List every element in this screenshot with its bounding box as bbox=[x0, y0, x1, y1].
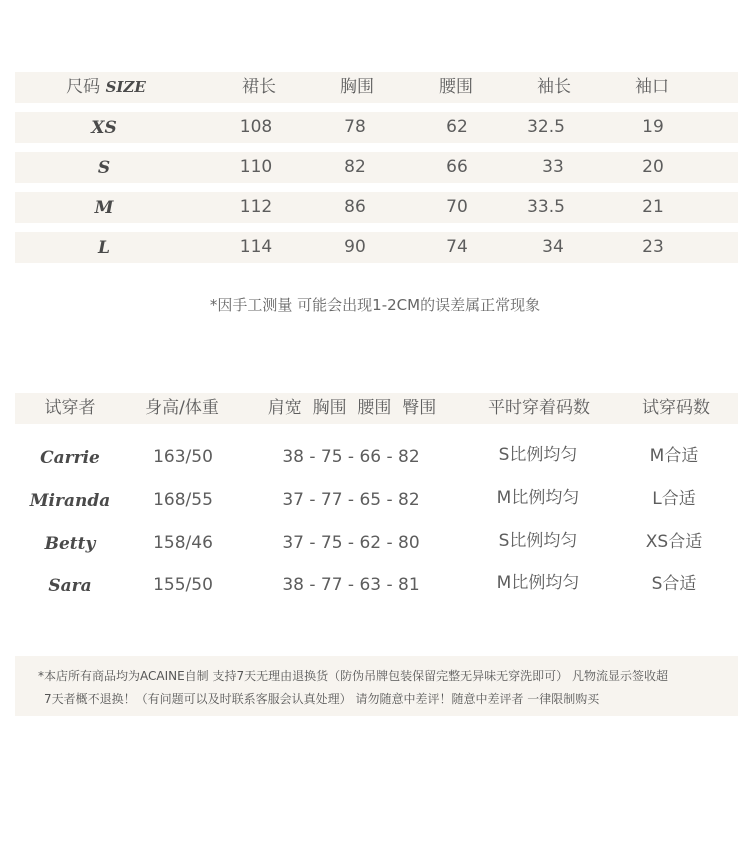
sleeve-length-value: 33 bbox=[542, 157, 564, 177]
usual-size-value: M比例均匀 bbox=[496, 488, 580, 508]
measurements-value: 37 - 75 - 62 - 80 bbox=[282, 533, 420, 553]
usual-size-value: S比例均匀 bbox=[498, 445, 578, 465]
size-label: M bbox=[94, 198, 114, 218]
skirt-length-header: 裙长 bbox=[242, 77, 276, 97]
height-weight-value: 163/50 bbox=[153, 447, 213, 467]
sleeve-length-header: 袖长 bbox=[537, 77, 571, 97]
notice-line-1: *本店所有商品均为ACAINE自制 支持7天无理由退换货（防伪吊牌包装保留完整无异味无穿洗即可） 凡物流显示签收超 bbox=[38, 669, 668, 683]
tester-name: Sara bbox=[48, 576, 92, 596]
height-weight-header: 身高/体重 bbox=[145, 398, 219, 418]
tester-name: Miranda bbox=[29, 491, 111, 511]
height-weight-value: 158/46 bbox=[153, 533, 213, 553]
sleeve-length-value: 34 bbox=[542, 237, 564, 257]
size-row bbox=[15, 192, 738, 223]
size-label: S bbox=[97, 158, 111, 178]
skirt-length-value: 114 bbox=[239, 237, 273, 257]
cuff-value: 19 bbox=[642, 117, 664, 137]
waist-header: 腰围 bbox=[439, 77, 473, 97]
size-header-cn: 尺码 bbox=[66, 77, 101, 97]
notice-line-2: 7天者概不退换！（有问题可以及时联系客服会认真处理） 请勿随意中差评！随意中差评者 一律限制购买 bbox=[44, 692, 600, 706]
size-header bbox=[66, 79, 146, 96]
usual-size-header: 平时穿着码数 bbox=[488, 398, 590, 418]
waist-value: 74 bbox=[446, 237, 468, 257]
waist-value: 66 bbox=[446, 157, 468, 177]
cuff-header: 袖口 bbox=[635, 77, 669, 97]
tester-name: Betty bbox=[44, 534, 96, 554]
size-row bbox=[15, 232, 738, 263]
bust-header: 胸围 bbox=[340, 77, 374, 97]
skirt-length-value: 112 bbox=[239, 197, 273, 217]
skirt-length-value: 110 bbox=[239, 157, 273, 177]
sleeve-length-value: 33.5 bbox=[527, 197, 565, 217]
height-weight-value: 168/55 bbox=[153, 490, 213, 510]
usual-size-value: S比例均匀 bbox=[498, 531, 578, 551]
bust-value: 78 bbox=[344, 117, 366, 137]
store-notice bbox=[15, 656, 738, 716]
tester-header: 试穿者 bbox=[44, 398, 96, 418]
tried-size-value: XS合适 bbox=[645, 532, 703, 552]
measurements-value: 38 - 75 - 66 - 82 bbox=[282, 447, 420, 467]
size-header-en: SIZE bbox=[105, 78, 146, 96]
skirt-length-value: 108 bbox=[239, 117, 273, 137]
tester-name: Carrie bbox=[40, 448, 100, 468]
size-row bbox=[15, 152, 738, 183]
measurements-header: 肩宽 胸围 腰围 臀围 bbox=[267, 398, 437, 418]
measurement-note: *因手工测量 可能会出现1-2CM的误差属正常现象 bbox=[209, 296, 541, 314]
measurements-value: 38 - 77 - 63 - 81 bbox=[282, 575, 420, 595]
tried-size-value: L合适 bbox=[652, 489, 696, 509]
waist-value: 62 bbox=[446, 117, 468, 137]
size-label: L bbox=[98, 238, 110, 258]
usual-size-value: M比例均匀 bbox=[496, 573, 580, 593]
size-row bbox=[15, 112, 738, 143]
tried-size-header: 试穿码数 bbox=[642, 398, 710, 418]
bust-value: 86 bbox=[344, 197, 366, 217]
cuff-value: 21 bbox=[642, 197, 664, 217]
measurements-value: 37 - 77 - 65 - 82 bbox=[282, 490, 420, 510]
cuff-value: 23 bbox=[642, 237, 664, 257]
height-weight-value: 155/50 bbox=[153, 575, 213, 595]
tried-size-value: M合适 bbox=[649, 446, 699, 466]
tried-size-value: S合适 bbox=[651, 574, 697, 594]
size-label: XS bbox=[91, 118, 117, 138]
bust-value: 82 bbox=[344, 157, 366, 177]
cuff-value: 20 bbox=[642, 157, 664, 177]
waist-value: 70 bbox=[446, 197, 468, 217]
bust-value: 90 bbox=[344, 237, 366, 257]
sleeve-length-value: 32.5 bbox=[527, 117, 565, 137]
